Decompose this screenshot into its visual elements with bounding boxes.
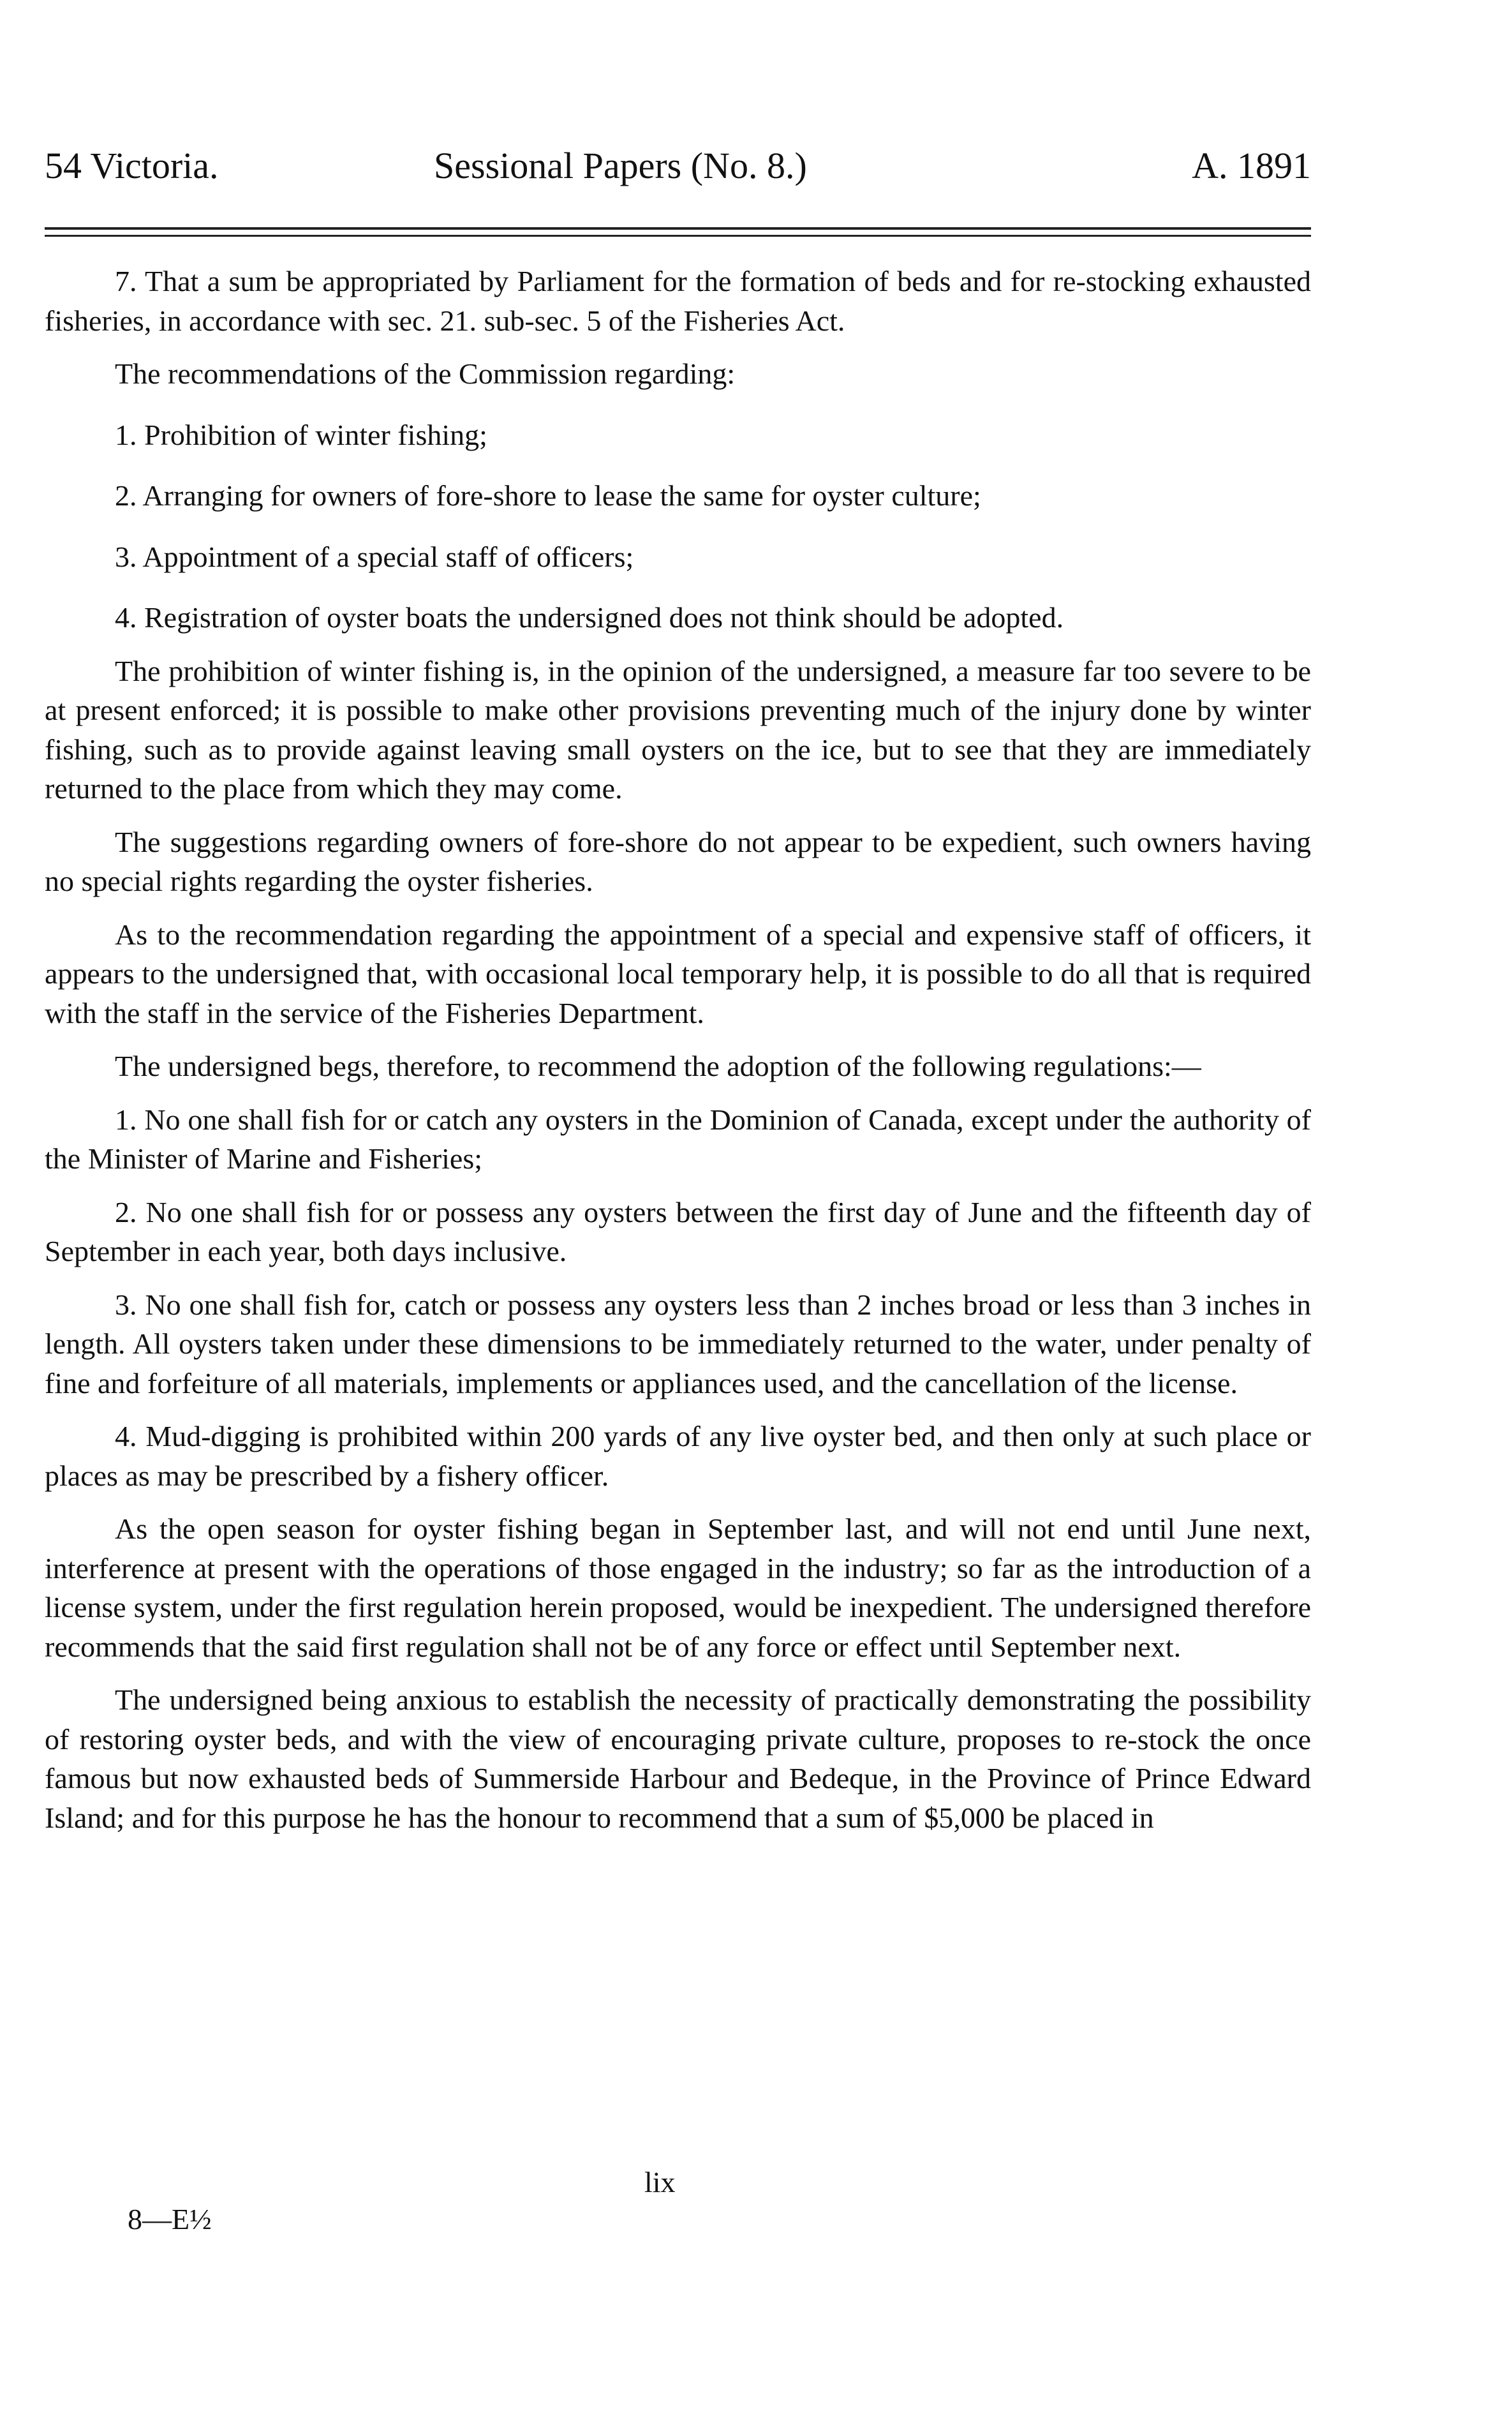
header-rule-bottom — [45, 235, 1311, 237]
session-label: 54 Victoria. — [45, 145, 219, 186]
regulation-item: 3. No one shall fish for, catch or possess any oysters less than 2 inches broad or less than 3 inches in length. All oysters taken under these dimensions to be immediately returned to the water, under penalty of fine and forfeiture of all materials, implements or appliances used, and the cancellation of the license. — [45, 1288, 1311, 1399]
document-title: Sessional Papers (No. 8.) — [434, 145, 807, 186]
regulation-item: 2. No one shall fish for or possess any oysters between the first day of June and the fifteenth day of September in each year, both days inclusive. — [45, 1195, 1311, 1267]
running-header — [45, 140, 1311, 191]
regulation-item: 4. Mud-digging is prohibited within 200 yards of any live oyster bed, and then only at such place or places as may be prescribed by a fishery officer. — [45, 1420, 1311, 1492]
page-number: lix — [644, 2166, 676, 2198]
paragraph: The recommendations of the Commission regarding: — [115, 357, 736, 390]
list-item: 2. Arranging for owners of fore-shore to lease the same for oyster culture; — [115, 479, 981, 512]
paragraph: The undersigned begs, therefore, to recommend the adoption of the following regulations:— — [115, 1050, 1201, 1082]
year-label: A. 1891 — [1192, 145, 1311, 186]
regulation-item: 1. No one shall fish for or catch any oysters in the Dominion of Canada, except under the authority of the Minister of Marine and Fisheries; — [45, 1103, 1311, 1175]
paragraph: As to the recommendation regarding the appointment of a special and expensive staff of officers, it appears to the undersigned that, with occasional local temporary help, it is possible to do all that is required with the staff in the service of the Fisheries Department. — [45, 918, 1311, 1029]
header-rule-top — [45, 227, 1311, 230]
printer-signature: 8—E½ — [128, 2203, 212, 2235]
paragraph: The prohibition of winter fishing is, in the opinion of the undersigned, a measure far too severe to be at present enforced; it is possible to make other provisions preventing much of the injury done by winter fishing, such as to provide against leaving small oysters on the ice, but to see that they are immediately returned to the place from which they may come. — [45, 654, 1311, 805]
paragraph: The undersigned being anxious to establish the necessity of practically demonstrating the possibility of restoring oyster beds, and with the view of encouraging private culture, proposes to re-stock the once famous but now exhausted beds of Summerside Harbour and Bedeque, in the Province of Prince Edward Island; and for this purpose he has the honour to recommend that a sum of $5,000 be placed in — [45, 1683, 1311, 1834]
list-item: 3. Appointment of a special staff of officers; — [115, 540, 634, 573]
paragraph: The suggestions regarding owners of fore-shore do not appear to be expedient, such owners having no special rights regarding the oyster fisheries. — [45, 825, 1311, 897]
page-body — [45, 262, 1311, 1851]
list-item: 4. Registration of oyster boats the undersigned does not think should be adopted. — [115, 601, 1064, 634]
paragraph: 7. That a sum be appropriated by Parliament for the formation of beds and for re-stocking exhausted fisheries, in accordance with sec. 21. sub-sec. 5 of the Fisheries Act. — [45, 265, 1311, 337]
paragraph: As the open season for oyster fishing began in September last, and will not end until June next, interference at present with the operations of those engaged in the industry; so far as the introduction of a license system, under the first regulation herein proposed, would be inexpedient. The undersigned therefore recommends that the said first regulation shall not be of any force or effect until September next. — [45, 1512, 1311, 1663]
list-item: 1. Prohibition of winter fishing; — [115, 418, 487, 451]
